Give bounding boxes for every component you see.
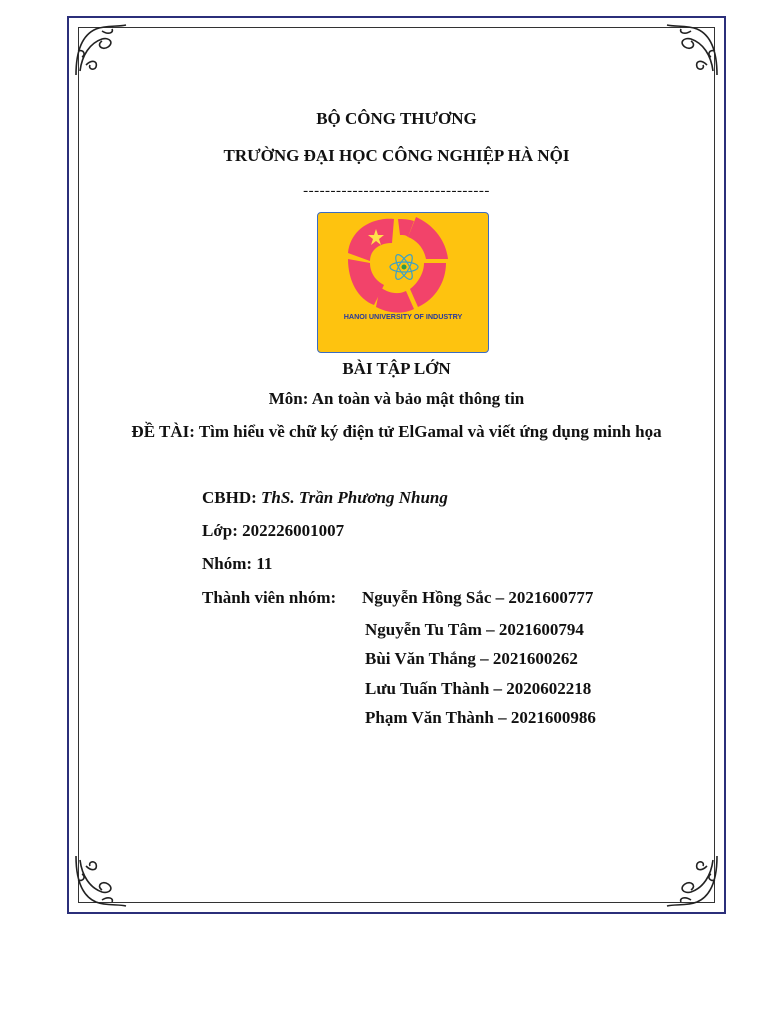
member-item: Bùi Văn Thắng – 2021600262 [365,649,578,668]
supervisor-line [202,488,448,508]
member-item: Nguyễn Hồng Sắc – 2021600777 [362,588,594,607]
report-title: BÀI TẬP LỚN [342,359,451,378]
class-value: 202226001007 [242,521,345,540]
divider-line: ---------------------------------- [303,183,490,199]
group-line [202,554,272,574]
topic-line: ĐỀ TÀI: Tìm hiểu về chữ ký điện tử ElGamal và viết ứng dụng minh họa [131,422,662,441]
member-item: Phạm Văn Thành – 2021600986 [365,708,596,727]
supervisor-name: ThS. Trần Phương Nhung [261,488,448,507]
member-item: Lưu Tuấn Thành – 2020602218 [365,679,592,698]
subject-line: Môn: An toàn và bảo mật thông tin [268,389,525,408]
corner-ornament-icon [72,852,130,910]
corner-ornament-icon [663,21,721,79]
group-label: Nhóm: [202,554,253,573]
group-value: 11 [256,554,273,573]
university-emblem-icon [318,213,490,313]
members-label: Thành viên nhóm: [202,588,337,607]
member-item: Nguyễn Tu Tâm – 2021600794 [365,620,584,639]
supervisor-label: CBHD: [202,488,257,507]
logo-caption: HANOI UNIVERSITY OF INDUSTRY [343,312,463,321]
class-label: Lớp: [202,521,238,540]
corner-ornament-icon [72,21,130,79]
class-line [202,521,344,541]
corner-ornament-icon [663,852,721,910]
university-logo [317,212,489,353]
ministry-name: BỘ CÔNG THƯƠNG [316,109,477,128]
members-line [202,588,593,608]
university-name: TRƯỜNG ĐẠI HỌC CÔNG NGHIỆP HÀ NỘI [223,146,570,165]
